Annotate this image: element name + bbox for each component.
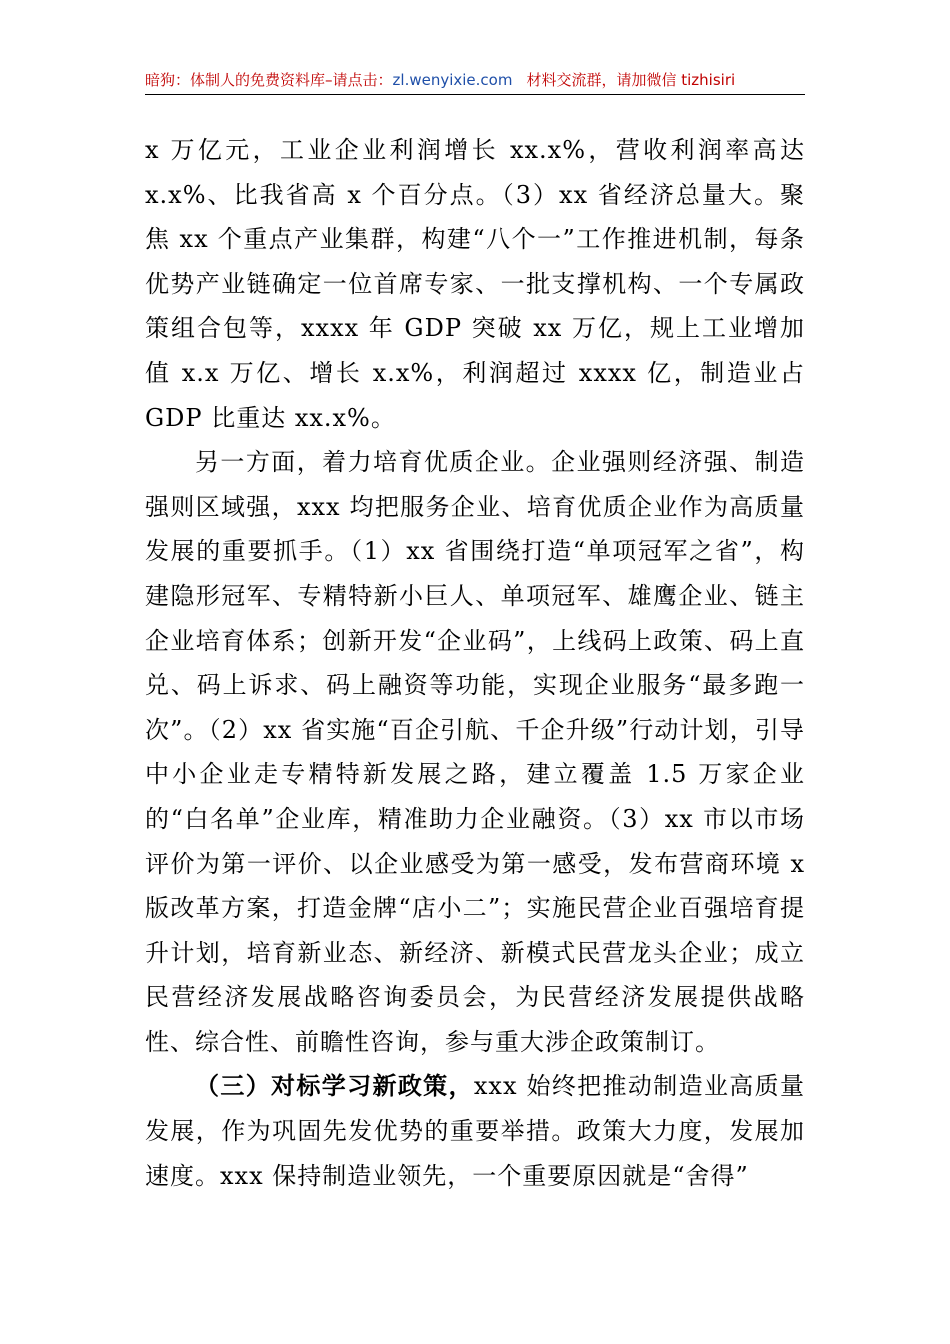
site-label: 暗狗：体制人的免费资料库 [145,71,326,89]
paragraph-continued: x 万亿元，工业企业利润增长 xx.x%，营收利润率高达 x.x%、比我省高 x 个百分点。（3）xx 省经济总量大。聚焦 xx 个重点产业集群，构建“八个一”工作推进机制，每条优势产业链确定一位首席专家、一批支撑机构、一个专属政策组合包等，xxxx 年 GDP 突破 xx 万亿，规上工业增加值 x.x 万亿、增长 x.x%，利润超过 xxxx 亿，制造业占 GDP 比重达 xx.x%。 [145,136,805,432]
section-heading-3: （三）对标学习新政策， [195,1071,474,1101]
page-header [145,66,805,95]
paragraph-new-policy [145,1064,805,1198]
paragraph-quality-enterprises: 另一方面，着力培育优质企业。企业强则经济强、制造强则区域强，xxx 均把服务企业、培育优质企业作为高质量发展的重要抓手。（1）xx 省围绕打造“单项冠军之省”，构建隐形冠军、专精特新小巨人、单项冠军、雄鹰企业、链主企业培育体系；创新开发“企业码”，上线码上政策、码上直兑、码上诉求、码上融资等功能，实现企业服务“最多跑一次”。（2）xx 省实施“百企引航、千企升级”行动计划，引导中小企业走专精特新发展之路，建立覆盖 1.5 万家企业的“白名单”企业库，精准助力企业融资。（3）xx 市以市场评价为第一评价、以企业感受为第一感受，发布营商环境 x 版改革方案，打造金牌“店小二”；实施民营企业百强培育提升计划，培育新业态、新经济、新模式民营龙头企业；成立民营经济发展战略咨询委员会，为民营经济发展提供战略性、综合性、前瞻性咨询，参与重大涉企政策制订。 [145,448,805,1056]
click-label: –请点击： [325,71,393,89]
site-url-link[interactable]: zl.wenyixie.com [392,71,513,89]
document-body [145,128,805,1198]
group-text: 材料交流群，请加微信 tizhisiri [526,71,736,89]
section-text-3: xxx 始终把推动制造业高质量发展，作为巩固先发优势的重要举措。政策大力度，发展加速度。xxx 保持制造业领先，一个重要原因就是“舍得” [145,1072,806,1190]
